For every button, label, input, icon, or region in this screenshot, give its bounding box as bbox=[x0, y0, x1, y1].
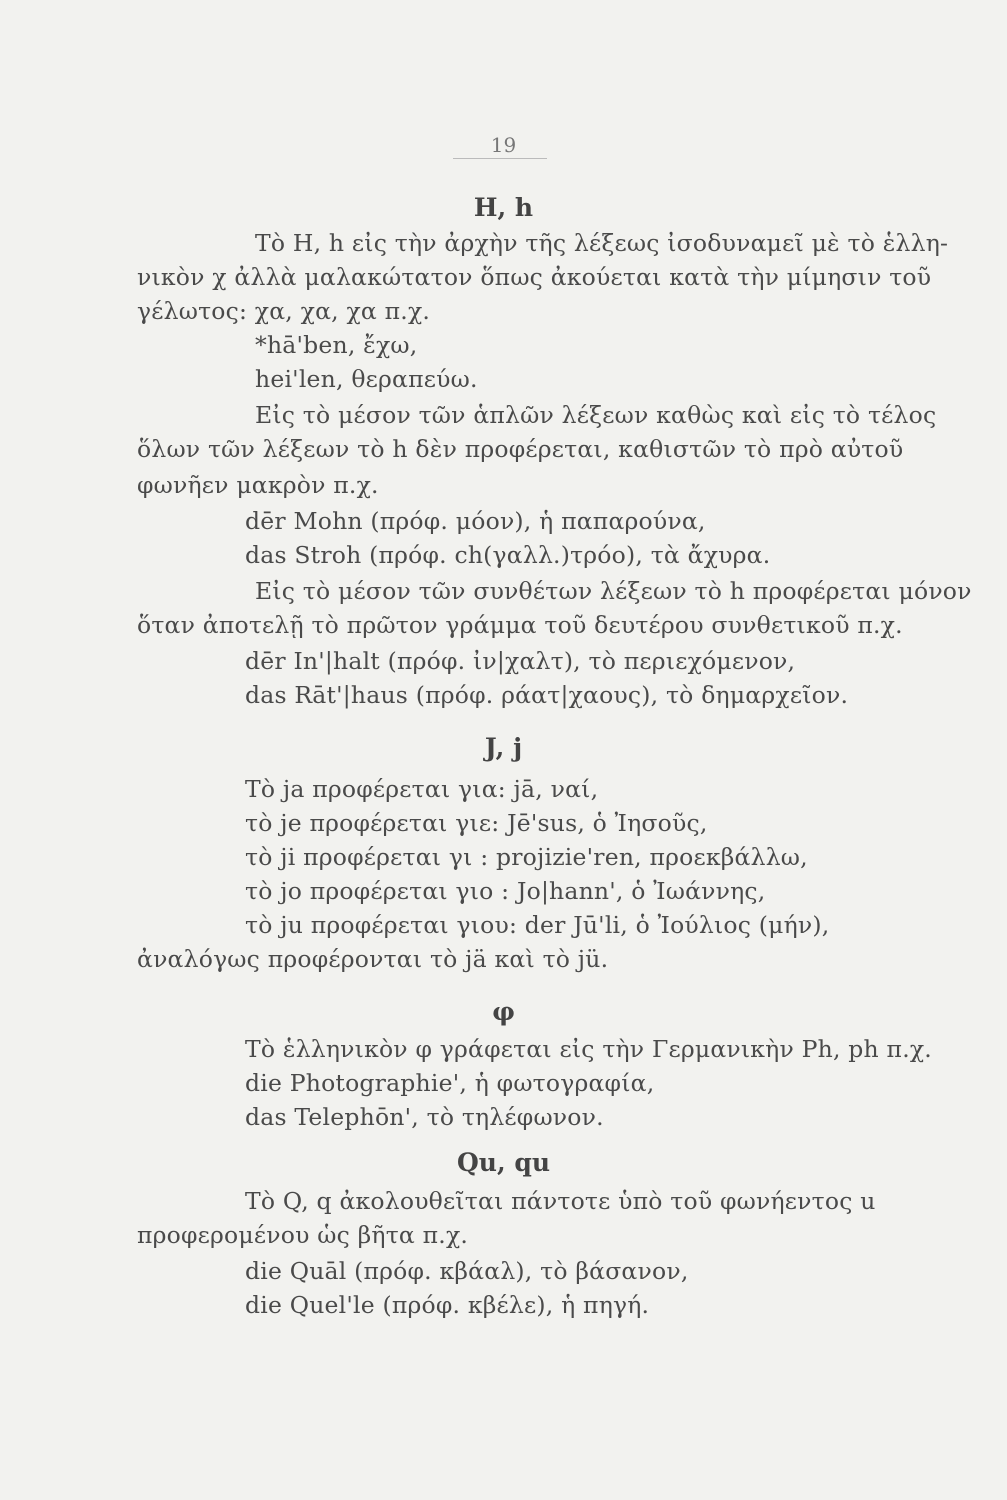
example-line: dēr In'|halt (πρόφ. ἰν|χαλτ), τὸ περιεχόμενον, bbox=[245, 647, 796, 675]
example-line: die Photographie', ἡ φωτογραφία, bbox=[245, 1069, 655, 1097]
text-line: Εἰς τὸ μέσον τῶν ἁπλῶν λέξεων καθὼς καὶ εἰς τὸ τέλος bbox=[255, 401, 937, 429]
example-line: das Rāt'|haus (πρόφ. ράατ|χαους), τὸ δημαρχεῖον. bbox=[245, 681, 849, 709]
section-heading-phi: φ bbox=[492, 997, 515, 1026]
section-heading-j: J, j bbox=[484, 733, 523, 762]
example-line: die Quel'le (πρόφ. κβέλε), ἡ πηγή. bbox=[245, 1291, 650, 1319]
text-line: τὸ jo προφέρεται γιο : Jo|hann', ὁ Ἰωάννης, bbox=[245, 877, 766, 905]
example-line: die Quāl (πρόφ. κβάαλ), τὸ βάσανον, bbox=[245, 1257, 689, 1285]
header-rule bbox=[453, 158, 547, 159]
section-heading-h: H, h bbox=[473, 193, 534, 222]
text-line: Τὸ ja προφέρεται για: jā, ναί, bbox=[245, 775, 599, 803]
text-line: Τὸ ἑλληνικὸν φ γράφεται εἰς τὴν Γερμανικὴν Ph, ph π.χ. bbox=[245, 1035, 932, 1063]
text-line: νικὸν χ ἀλλὰ μαλακώτατον ὅπως ἀκούεται κατὰ τὴν μίμησιν τοῦ bbox=[137, 263, 932, 291]
text-line: Τὸ Q, q ἀκολουθεῖται πάντοτε ὑπὸ τοῦ φωνήεντος u bbox=[245, 1187, 876, 1215]
text-line: Εἰς τὸ μέσον τῶν συνθέτων λέξεων τὸ h προφέρεται μόνον bbox=[255, 577, 972, 605]
example-line: das Telephōn', τὸ τηλέφωνον. bbox=[245, 1103, 604, 1131]
text-line: τὸ ji προφέρεται γι : projizie'ren, προεκβάλλω, bbox=[245, 843, 808, 871]
text-line: Τὸ H, h εἰς τὴν ἀρχὴν τῆς λέξεως ἰσοδυναμεῖ μὲ τὸ ἑλλη- bbox=[255, 229, 949, 257]
text-line: ὅλων τῶν λέξεων τὸ h δὲν προφέρεται, καθιστῶν τὸ πρὸ αὐτοῦ bbox=[137, 435, 904, 463]
example-line: dēr Mohn (πρόφ. μόον), ἡ παπαρούνα, bbox=[245, 507, 706, 535]
page-number: 19 bbox=[490, 133, 517, 157]
text-line: ἀναλόγως προφέρονται τὸ jä καὶ τὸ jü. bbox=[137, 945, 609, 973]
text-line: γέλωτος: χα, χα, χα π.χ. bbox=[137, 297, 431, 325]
example-line: *hā'ben, ἔχω, bbox=[255, 331, 418, 359]
section-heading-qu: Qu, qu bbox=[456, 1148, 551, 1177]
text-line: προφερομένου ὡς βῆτα π.χ. bbox=[137, 1221, 469, 1249]
example-line: das Stroh (πρόφ. ch(γαλλ.)τρόο), τὰ ἄχυρα. bbox=[245, 541, 771, 569]
example-line: hei'len, θεραπεύω. bbox=[255, 365, 478, 393]
text-line: τὸ je προφέρεται γιε: Jē'sus, ὁ Ἰησοῦς, bbox=[245, 809, 708, 837]
text-line: τὸ ju προφέρεται γιου: der Jū'li, ὁ Ἰούλιος (μήν), bbox=[245, 911, 830, 939]
text-line: φωνῆεν μακρὸν π.χ. bbox=[137, 471, 379, 499]
text-line: ὅταν ἀποτελῇ τὸ πρῶτον γράμμα τοῦ δευτέρου συνθετικοῦ π.χ. bbox=[137, 611, 903, 639]
